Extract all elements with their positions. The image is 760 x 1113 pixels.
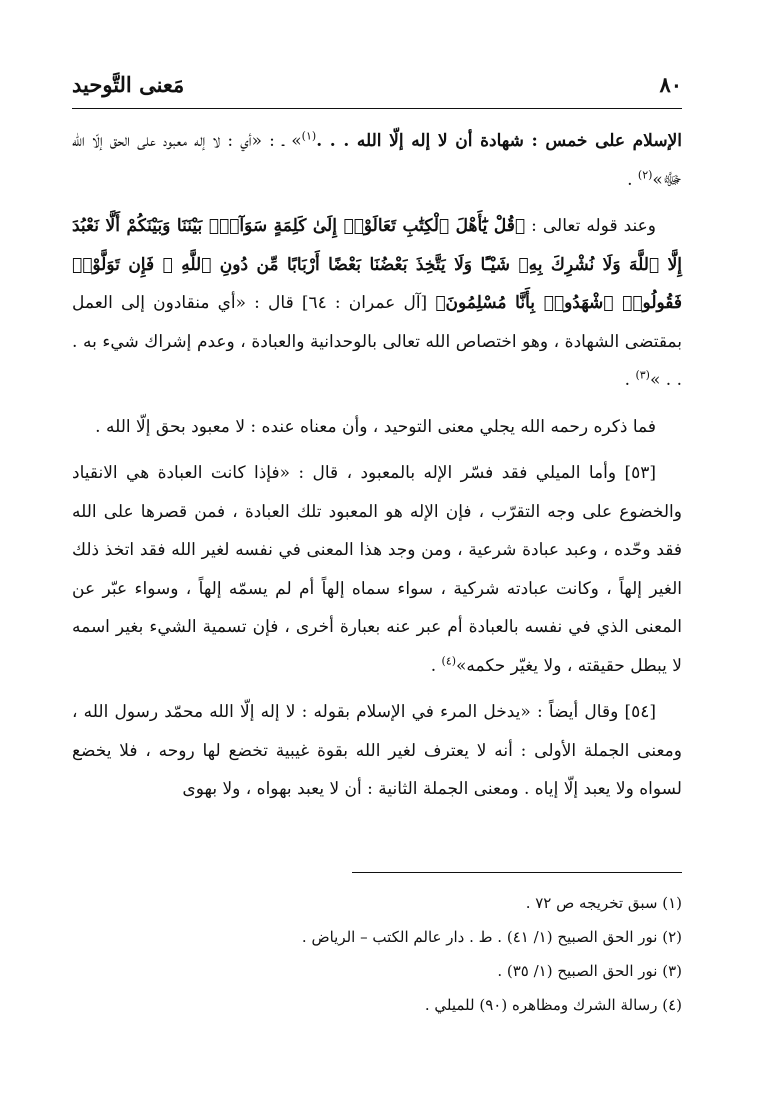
footnote-ref-3: (٣)	[635, 368, 650, 382]
paragraph-2: وعند قوله تعالى : ﴿قُلْ يَٰٓأَهْلَ ٱلْكِتَٰبِ تَعَالَوْا۟ إِلَىٰ كَلِمَةٍ سَوَآءٍۭ بَيْنَنَا وَبَيْنَكُمْ أَلَّا نَعْبُدَ إِلَّا ٱللَّهَ وَلَا نُشْرِكَ بِهِۦ شَيْـًٔا وَلَا يَتَّخِذَ بَعْضُنَا بَعْضًا أَرْبَابًا مِّن دُونِ ٱللَّهِ ۚ فَإِن تَوَلَّوْا۟ فَقُولُوا۟ ٱشْهَدُوا۟ بِأَنَّا مُسْلِمُونَ﴾ [آل عمران : ٦٤] قال : «أي منقادون إلى العمل بمقتضى الشهادة ، وهو اختصاص الله تعالى بالوحدانية والعبادة ، وعدم إشراك شيء به . . . »$^{(٣)}$ .	[72, 216, 683, 390]
running-title: مَعنى التَّوحيد	[72, 72, 185, 97]
footnotes	[72, 886, 682, 1022]
paragraph-1: الإسلام على خمس : شهادة أن لا إله إلّا الله . . .$^{(١)}$» ـ : «أي : لا إله معبود على الحق إلّا الله ﷻ»$^{(٢)}$ .	[72, 129, 682, 190]
paragraph-4: [٥٣] وأما الميلي فقد فسّر الإله بالمعبود ، قال : «فإذا كانت العبادة هي الانقياد والخضوع على وجه التقرّب ، فإن الإله هو المعبود تلك العبادة ، فمن قصرها على الله فقد وحّده ، وعبد عبادة شرعية ، ومن وجد هذا المعنى في نفسه لغير الله فقد اتخذ ذلك الغير إلهاً ، وكانت عبادته شركية ، سواء سماه إلهاً أم لم يسمّه إلهاً ، وسواء عبّر عن المعنى الذي في نفسه بالعبادة أم عبر عنه بعبارة أخرى ، فإن تسمية الشيء بغير اسمه لا يبطل حقيقته ، ولا يغيّر حكمه»$^{(٤)}$ .	[72, 463, 682, 676]
footnote-1: (١) سبق تخريجه ص ٧٢ .	[525, 894, 682, 912]
main-text	[72, 122, 682, 817]
page-header	[72, 72, 682, 109]
quoted-hadith: الإسلام على خمس : شهادة أن لا إله إلّا الله . . .	[316, 131, 682, 151]
footnote-divider	[352, 872, 682, 873]
paragraph-1-text: » ـ : «أي : لا إله معبود على الحق إلّا الله ﷻ»	[72, 131, 682, 190]
paragraph-4-text: [٥٣] وأما الميلي فقد فسّر الإله بالمعبود ، قال : «فإذا كانت العبادة هي الانقياد والخضوع على وجه التقرّب ، فإن الإله هو المعبود تلك العبادة ، فمن قصرها على الله فقد وحّده ، وعبد عبادة شرعية ، ومن وجد هذا المعنى في نفسه لغير الله فقد اتخذ ذلك الغير إلهاً ، وكانت عبادته شركية ، سواء سماه إلهاً أم لم يسمّه إلهاً ، وسواء عبّر عن المعنى الذي في نفسه بالعبادة أم عبر عنه بعبارة أخرى ، فإن تسمية الشيء بغير اسمه لا يبطل حقيقته ، ولا يغيّر حكمه»	[72, 463, 682, 676]
page-number: ٨٠	[659, 72, 682, 97]
paragraph-2-text: [آل عمران : ٦٤] قال : «أي منقادون إلى العمل بمقتضى الشهادة ، وهو اختصاص الله تعالى بالوحدانية والعبادة ، وعدم إشراك شيء به . . . »	[72, 293, 682, 390]
footnote-ref-2: (٢)	[637, 167, 653, 181]
footnote-4: (٤) رسالة الشرك ومظاهره (٩٠) للميلي .	[424, 996, 682, 1014]
paragraph-2-intro: وعند قوله تعالى :	[525, 216, 657, 236]
footnote-2: (٢) نور الحق الصبيح (١/ ٤١) . ط . دار عالم الكتب – الرياض .	[301, 928, 682, 946]
paragraph-5: [٥٤] وقال أيضاً : «يدخل المرء في الإسلام بقوله : لا إله إلّا الله محمّد رسول الله ، ومعنى الجملة الأولى : أنه لا يعترف لغير الله بقوة غيبية تخضع لها روحه ، فلا يخضع لسواه ولا يعبد إلّا إياه . ومعنى الجملة الثانية : أن لا يعبد بهواه ، ولا بهوى	[72, 702, 682, 799]
quran-verse: ﴿قُلْ يَٰٓأَهْلَ ٱلْكِتَٰبِ تَعَالَوْا۟ إِلَىٰ كَلِمَةٍ سَوَآءٍۭ بَيْنَنَا وَبَيْنَكُمْ أَلَّا نَعْبُدَ إِلَّا ٱللَّهَ وَلَا نُشْرِكَ بِهِۦ شَيْـًٔا وَلَا يَتَّخِذَ بَعْضُنَا بَعْضًا أَرْبَابًا مِّن دُونِ ٱللَّهِ ۚ فَإِن تَوَلَّوْا۟ فَقُولُوا۟ ٱشْهَدُوا۟ بِأَنَّا مُسْلِمُونَ﴾	[72, 216, 683, 313]
footnote-ref-1: (١)	[301, 129, 317, 143]
paragraph-3: فما ذكره رحمه الله يجلي معنى التوحيد ، وأن معناه عنده : لا معبود بحق إلّا الله .	[95, 416, 656, 437]
footnote-3: (٣) نور الحق الصبيح (١/ ٣٥) .	[497, 962, 682, 980]
footnote-ref-4: (٤)	[441, 653, 457, 667]
